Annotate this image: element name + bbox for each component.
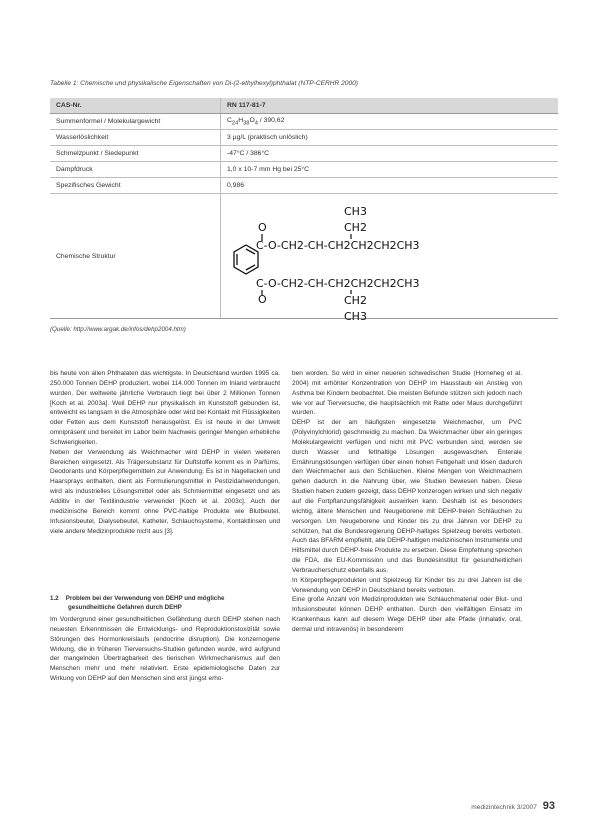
table-caption: Tabelle 1: Chemische und physikalische Eigenschaften von Di-(2-ethylhexyl)phthalat (NTP-CERHR 2000)	[50, 80, 358, 87]
table-row	[50, 114, 558, 130]
upper-ester-chain: C-O-CH2-CH-CH2CH2CH2CH3	[256, 239, 420, 252]
row-value: 1,0 x 10-7 mm Hg bei 25°C	[221, 162, 559, 178]
section-heading	[50, 594, 280, 612]
left-column-text	[50, 369, 280, 536]
page-footer	[471, 800, 555, 812]
row-label: Wasserlöslichkeit	[50, 130, 221, 146]
top-methyl-label: CH3	[344, 205, 367, 218]
table-row	[50, 178, 558, 194]
row-value-formula: $C_{24}H_{38}O_4 / 390,62$	[221, 114, 559, 130]
section-number: 1.2	[50, 595, 59, 602]
paragraph: DEHP ist der am häufigsten eingesetzte Weichmacher, um PVC (Polyvinylchlorid) geschmeidig zu machen. Da Weichmacher über ein geringes Molekulargewicht verfügen und nicht mit PVC verbunden sind, werden sie durch Wasser und fetthaltige Lösungen ausgewaschen. Enterale Ernährungslösungen verfügen über einen hohen Fettgehalt und lösen dadurch den Weichmacher aus den Schläuchen. Kleine Mengen von Weichmachern gehen dadurch in die Nahrung über, wie Studien bewiesen haben. Diese Studien haben zudem gezeigt, dass DEHP konzerogen wirken und sich negativ auf die Fortpflanzungsfähigkeit auswirken kann. Deshalb ist es besonders wichtig, ältere Menschen und Neugeborene mit DEHP-freien Schläuchen zu versorgen. Um Neugeborene und Kinder bis zu drei Jahren vor DEHP zu schützen, hat die Bundesregierung DEHP-haltiges Spielzeug bereits verboten. Auch das BFARM empfiehlt, alle DEHP-haltigen medizinischen Instrumente und Hilfsmittel durch DEHP-freie Produkte zu ersetzen. Diese Empfehlung sprechen die FDA, die EU-Kommission und das Bundesinstitut für gesundheitlichen Verbraucherschutz ebenfalls aus.	[292, 419, 522, 574]
bottom-ch2-label: CH2	[344, 294, 367, 307]
paragraph: In Körperpflegeprodukten und Spielzeug für Kinder bis zu drei Jahren ist die Verwendung von DEHP in Deutschland bereits verboten.	[292, 576, 522, 594]
row-label: Schmelzpunkt / Siedepunkt	[50, 146, 221, 162]
table-header-row	[50, 98, 558, 114]
right-column-text	[292, 369, 522, 635]
row-value: 0,986	[221, 178, 559, 194]
row-label: Chemische Struktur	[50, 194, 221, 319]
section-title-line1: Problem bei der Verwendung von DEHP und mögliche	[65, 595, 225, 602]
row-label: Dampfdruck	[50, 162, 221, 178]
paragraph: Eine große Anzahl von Medizinprodukten wie Schlauchmaterial oder Blut- und Infusionsbeutel können DEHP enthalten. Durch den vielfältigen Einsatz im Krankenhaus kann auf diesem Wege DEHP über alle Pfade (inhalativ, oral, dermal und intravenös) in besonderem	[292, 596, 522, 633]
row-value: -47°C / 386°C	[221, 146, 559, 162]
left-column-text-lower	[50, 615, 280, 684]
header-value: RN 117-81-7	[221, 98, 559, 114]
top-ch2-label: CH2	[344, 221, 367, 234]
table-row	[50, 130, 558, 146]
row-label: Spezifisches Gewicht	[50, 178, 221, 194]
header-label: CAS-Nr.	[50, 98, 221, 114]
row-value: 3 µg/L (praktisch unlöslich)	[221, 130, 559, 146]
row-label: Summenformel / Molekulargewicht	[50, 114, 221, 130]
section-title-line2: gesundheitliche Gefahren durch DEHP	[68, 604, 182, 612]
upper-oxygen-label: O	[258, 221, 267, 234]
chemical-structure-diagram	[218, 201, 538, 325]
table-source: (Quelle: http://www.argak.de/infos/dehp2004.htm)	[50, 326, 186, 333]
benzene-ring	[234, 245, 258, 274]
page-number: 93	[542, 800, 555, 812]
paragraph: Im Vordergrund einer gesundheitlichen Gefährdung durch DEHP stehen nach neuesten Erkenntnissen die Entwicklungs- und Reproduktionstoxizität sowie Störungen des Hormonkreislaufs (endocrine disruption). Die konzernogene Wirkung, die in früheren Tierversuchs-Studien gefunden wurde, wird aufgrund der mangelnden Übertragbarkeit des tierischen Wirkmechanismus auf den Menschen mehr und mehr relativiert. Erste epidemiologische Daten zur Wirkung von DEHP auf den Menschen sind erst jüngst erho-	[50, 616, 280, 683]
table-row	[50, 146, 558, 162]
paragraph: bis heute von allen Phthalaten das wichtigste. In Deutschland wurden 1995 ca. 250.000 Tonnen DEHP produziert, wobei 114.000 Tonnen im Inland verbraucht wurden. Der weltweite jährliche Verbrauch liegt bei über 2 Millionen Tonnen [Koch et al. 2003a]. Weil DEHP nur physikalisch im Kunststoff gebunden ist, entweicht es langsam in die Atmosphäre oder wird bei Kontakt mit Flüssigkeiten oder Fetten aus dem Kunststoff herausgelöst. Es ist heute in der Umwelt omnipräsent und bereitet im Labor beim Nachweis geringer Mengen erhebliche Schwierigkeiten.	[50, 370, 280, 446]
table-row	[50, 162, 558, 178]
journal-name: medizintechnik 3/2007	[471, 804, 537, 811]
paragraph: ben worden. So wird in einer neueren schwedischen Studie (Horneheg et al. 2004) mit erhöhter Konzentration von DEHP im Hausstaub ein Anstieg von Asthma bei Kindern beobachtet. Die meisten Befunde stützen sich jedoch nach wie vor auf Tierversuche, die hauptsächlich mit Ratte oder Maus durchgeführt wurden.	[292, 370, 522, 417]
lower-ester-chain: C-O-CH2-CH-CH2CH2CH2CH3	[256, 277, 420, 290]
bottom-methyl-label: CH3	[344, 310, 367, 323]
lower-oxygen-label: O	[258, 293, 267, 306]
paragraph: Neben der Verwendung als Weichmacher wird DEHP in vielen weiteren Bereichen eingesetzt. Als Trägersubstanz für Duftstoffe kommt es in Parfüms, Deodorants und Körperpflegemitteln zur Anwendung. Es ist in Nagellacken und Haarsprays enthalten, dient als Formulierungsmittel in Pestizidanwendungen, wird als industrielles Lösungsmittel oder als Schmiermittel eingesetzt und als Additiv in der Textilindustrie verwendet [Koch et al. 2003c]. Auch der medizinische Bereich kommt ohne PVC-haltige Produkte wie Blutbeutel, Infusionsbeutel, Dialysebeutel, Katheter, Schlauchsysteme, Kontaktlinsen und viele andere Medizinprodukte nicht aus [3].	[50, 448, 280, 535]
